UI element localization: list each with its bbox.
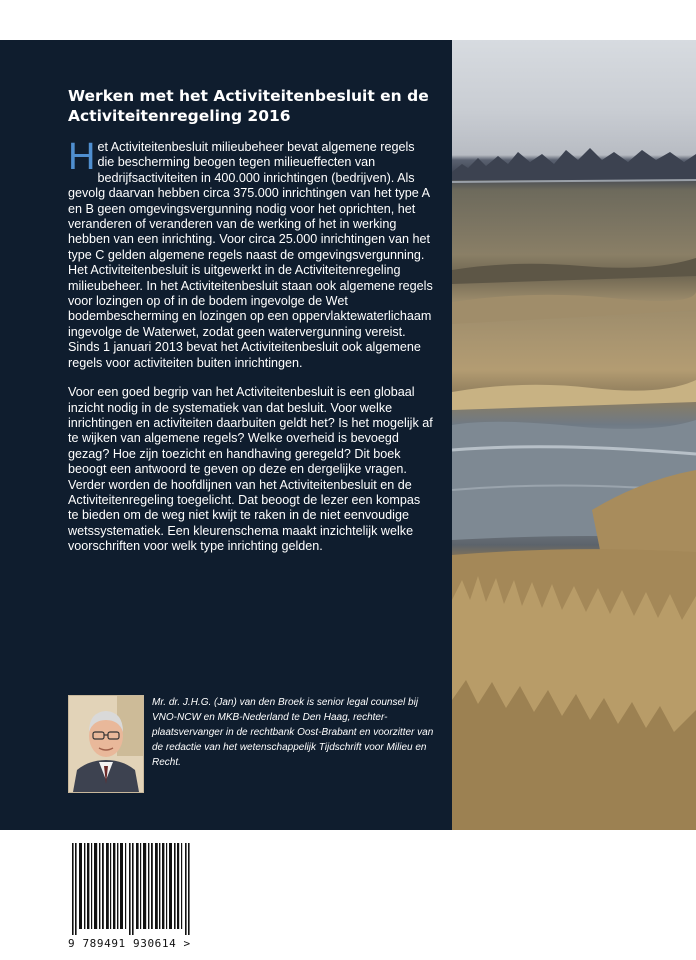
dropcap-letter: H bbox=[68, 136, 96, 178]
book-back-cover bbox=[0, 40, 696, 830]
author-portrait bbox=[68, 695, 144, 793]
text-panel bbox=[0, 40, 452, 830]
barcode-bars bbox=[68, 843, 200, 935]
author-portrait-drawing bbox=[69, 696, 143, 792]
blurb-paragraph-2: Voor een goed begrip van het Activiteitenbesluit is een globaal inzicht nodig in de systematiek van dat besluit. Voor welke inrichtingen en activiteiten daarbuiten geldt het? Is het mogelijk af te wijken van algemene regels? Welke overheid is bevoegd gezag? Hoe zijn toezicht en handhaving geregeld? Dit boek beoogt een antwoord te geven op deze en dergelijke vragen. Verder worden de hoofdlijnen van het Activiteitenbesluit en de Activiteitenregeling toegelicht. Dat beoogt de lezer een kompas te bieden om de weg niet kwijt te raken in de niet eenvoudige wetssystematiek. Een kleurenschema maakt inzichtelijk welke voorschriften voor welk type inrichting gelden. bbox=[68, 385, 433, 554]
isbn-number: 9 789491 930614 > bbox=[68, 937, 191, 950]
blurb-paragraph-1-text: et Activiteitenbesluit milieubeheer bevat algemene regels die bescherming beogen tegen milieueffecten van bedrijfsactiviteiten in 400.000 inrichtingen (bedrijven). Als gevolg daarvan hebben circa 375.000 inrichtingen van het type A en B geen omgevingsvergunning nodig voor het oprichten, het veranderen of veranderen van de werking of het in werking hebben van een inrichting. Voor circa 25.000 inrichtingen van het type C gelden algemene regels naast de omgevingsvergunning. Het Activiteitenbesluit is uitgewerkt in de Activiteitenregeling milieubeheer. In het Activiteitenbesluit staan ook algemene regels voor lozingen op of in de bodem ingevolge de Wet bodembescherming en lozingen op een oppervlaktewaterlichaam ingevolge de Waterwet, zodat geen watervergunning vereist. Sinds 1 januari 2013 bevat het Activiteitenbesluit ook algemene regels voor activiteiten buiten inrichtingen. bbox=[68, 140, 433, 370]
blurb-paragraph-1 bbox=[68, 136, 434, 371]
landscape-photo bbox=[452, 40, 696, 830]
author-bio: Mr. dr. J.H.G. (Jan) van den Broek is senior legal counsel bij VNO-NCW en MKB-Nederland te Den Haag, rechter-plaatsvervanger in de rechtbank Oost-Brabant en voorzitter van de redactie van het wetenschappelijk Tijdschrift voor Milieu en Recht. bbox=[152, 697, 434, 768]
landscape-illustration bbox=[452, 40, 696, 830]
isbn-barcode bbox=[68, 843, 200, 953]
book-title: Werken met het Activiteitenbesluit en de Activiteitenregeling 2016 bbox=[68, 87, 429, 125]
blurb bbox=[68, 136, 434, 555]
author-block bbox=[68, 695, 438, 793]
